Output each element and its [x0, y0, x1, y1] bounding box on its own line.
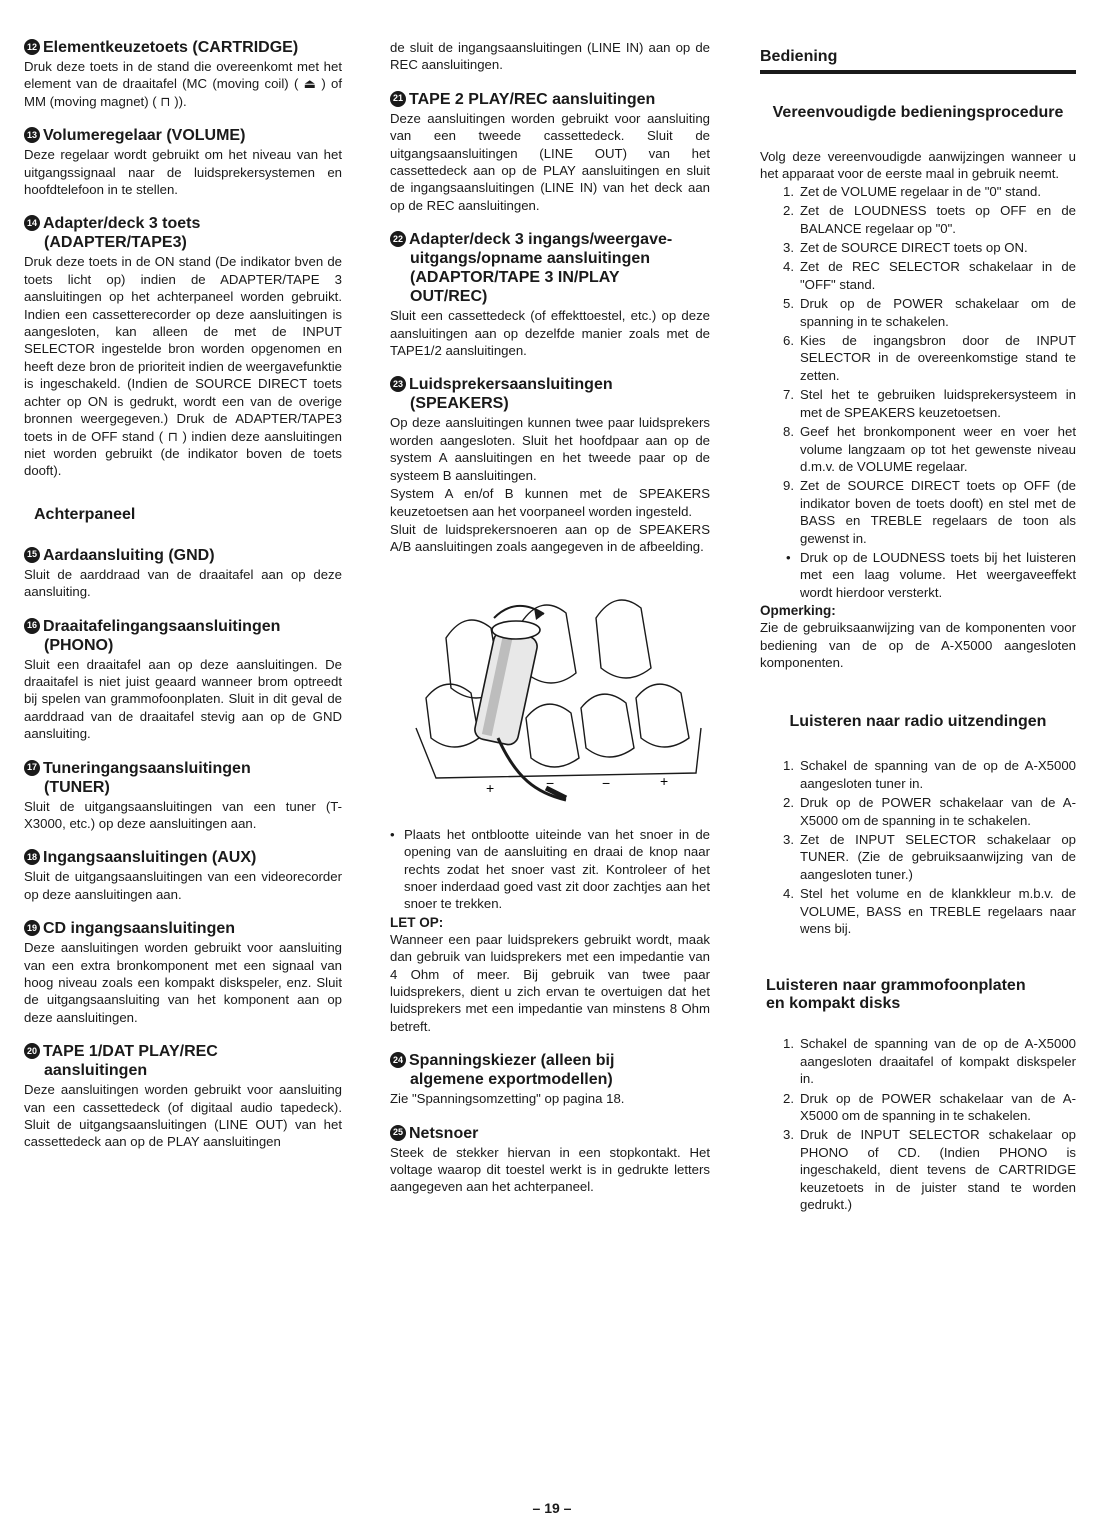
section-heading	[24, 214, 342, 233]
step-item	[760, 295, 1076, 330]
terminal-post-outline	[426, 684, 479, 747]
speaker-terminal-illustration	[406, 578, 706, 808]
item-number-badge: 12	[24, 39, 40, 55]
step-text: Stel het te gebruiken luidsprekersysteem in met de SPEAKERS keuzetoetsen.	[800, 387, 1076, 420]
note-label: Opmerking:	[760, 603, 836, 619]
step-text: Kies de ingangsbron door de INPUT SELECTOR in de overeenkomstige stand te zetten.	[800, 333, 1076, 383]
section-body-1: Op deze aansluitingen kunnen twee paar luidsprekers worden aangesloten. Sluit het hoofdpaar aan op de system A aansluitingen en het tweede paar op de systeem B aansluitingen.	[390, 415, 710, 483]
note-text: Zie de gebruiksaanwijzing van de komponenten voor bediening van de op de A-X5000 aangesloten komponenten.	[760, 620, 1076, 670]
column-right	[760, 38, 1076, 1216]
step-number: 7.	[783, 387, 794, 403]
step-item	[760, 1035, 1076, 1087]
heading-text-line2: aansluitingen	[44, 1062, 148, 1080]
section-speakers	[390, 375, 710, 555]
step-text: Zet de INPUT SELECTOR schakelaar op TUNER. (Zie de gebruiksaanwijzing van de aangesloten tuner.)	[800, 832, 1076, 882]
item-number-badge: 13	[24, 127, 40, 143]
item-number-badge: 25	[390, 1125, 406, 1141]
section-power-cord	[390, 1124, 710, 1196]
step-item	[760, 386, 1076, 421]
heading-text-line2: (TUNER)	[44, 778, 110, 796]
step-text: Geef het bronkomponent weer en voer het volume langzaam op tot het gewenste niveau d.m.v. de VOLUME regelaar.	[800, 424, 1076, 474]
column-middle	[390, 38, 710, 1212]
heading-text: Adapter/deck 3 ingangs/weergave-	[409, 231, 673, 249]
step-text: Schakel de spanning van de op de A-X5000 aangesloten tuner in.	[800, 758, 1076, 791]
item-number-badge: 17	[24, 760, 40, 776]
arrow-head-icon	[534, 608, 544, 620]
section-body: Zie "Spanningsomzetting" op pagina 18.	[390, 1091, 625, 1107]
step-item	[760, 831, 1076, 883]
column-left	[24, 38, 342, 1167]
section-cd	[24, 919, 342, 1026]
step-item	[760, 885, 1076, 937]
step-number: 3.	[783, 832, 794, 847]
page-number: – 19 –	[532, 1500, 572, 1516]
section-phono	[24, 617, 342, 743]
radio-section-title: Luisteren naar radio uitzendingen	[789, 713, 1047, 731]
step-number: 4.	[783, 259, 794, 275]
heading-text: Elementkeuzetoets (CARTRIDGE)	[43, 39, 299, 56]
section-heading	[24, 38, 342, 57]
section-body: Druk deze toets in de ON stand (De indikator bven de toets licht op) indien de ADAPTER/TAPE 3 aansluitingen op het achterpaneel worden gebruikt. Indien een cassetterecorder op deze aansluitingen is aangesloten, kan alleen de met de INPUT SELECTOR ingestelde bron worden opgenomen en heeft deze bron de prioriteit indien de weergavefunktie is ingeschakeld. (Indien de SOURCE DIRECT toets achter op ON is gedrukt, wordt een van de overige bronnen weergegeven.) Druk de ADAPTER/TAPE3 toets in de OFF stand ( ⊓ ) indien deze aansluitingen niet worden gebruikt (de indikator boven de toets dooft).	[24, 254, 342, 479]
heading-text-line2: (ADAPTER/TAPE3)	[44, 234, 187, 252]
terminal-post-outline	[596, 600, 651, 678]
step-text: Zet de VOLUME regelaar in de "0" stand.	[800, 183, 1042, 199]
section-heading	[24, 126, 342, 145]
item-number-badge: 16	[24, 618, 40, 634]
section-body: Deze aansluitingen worden gebruikt voor aansluiting van een tweede cassettedeck. Sluit de uitgangsaansluitingen (LINE OUT) van het cassettedeck aan op de PLAY aansluitingen en sluit de ingangsaansluitingen (LINE IN) van het deck aan op de REC aansluitingen.	[390, 110, 710, 213]
section-body: Sluit de uitgangsaansluitingen van een tuner (T-X3000, etc.) op deze aansluitingen aan.	[24, 798, 342, 831]
heading-text: Draaitafelingangsaansluitingen	[43, 617, 281, 635]
achterpaneel-heading: Achterpaneel	[34, 505, 136, 523]
section-heading	[390, 230, 710, 249]
step-number: 5.	[783, 296, 794, 312]
section-heading	[24, 848, 342, 867]
step-text: Zet de REC SELECTOR schakelaar in de "OFF" stand.	[800, 259, 1076, 292]
section-heading	[390, 375, 710, 394]
step-number: 6.	[783, 333, 794, 349]
step-item	[760, 477, 1076, 547]
step-number: 2.	[783, 203, 794, 219]
step-text: Zet de SOURCE DIRECT toets op ON.	[800, 240, 1028, 256]
step-text: Zet de LOUDNESS toets op OFF en de BALANCE regelaar op "0".	[800, 203, 1076, 236]
step-number: 3.	[783, 240, 794, 256]
section-body: Sluit een draaitafel aan op deze aansluitingen. De draaitafel is niet juist geaard wanneer brom optreedt bij spelen van grammofoonplaten. Sluit in dit geval de aarddraad van de draaitafel stevig aan op de GND aansluiting.	[24, 656, 342, 742]
heading-text: Netsnoer	[409, 1124, 479, 1142]
item-number-badge: 14	[24, 215, 40, 231]
phono-title-line2: en kompakt disks	[766, 995, 901, 1013]
step-number: 8.	[783, 424, 794, 440]
section-body: Sluit de uitgangsaansluitingen van een videorecorder op deze aansluitingen aan.	[24, 869, 342, 902]
polarity-label: −	[602, 774, 611, 791]
section-body: Sluit de aarddraad van de draaitafel aan op deze aansluiting.	[24, 566, 342, 600]
step-item	[760, 183, 1076, 200]
step-item	[760, 794, 1076, 829]
warning-text: Wanneer een paar luidsprekers gebruikt wordt, maak dan gebruik van luidsprekers met een impedantie van 4 Ohm of meer. Bij gebruik van twee paar luidsprekers, dient u zich ervan te overtuigen dat het luidsprekers met een impedantie van minstens 8 Ohm betreft.	[390, 931, 710, 1034]
step-text: Schakel de spanning van de op de A-X5000 aangesloten draaitafel of kompakt diskspeler in.	[800, 1036, 1076, 1087]
step-number: 3.	[783, 1127, 794, 1143]
polarity-label: −	[546, 774, 555, 791]
continued-text: de sluit de ingangsaansluitingen (LINE IN) aan op de REC aansluitingen.	[390, 40, 710, 73]
heading-text: Ingangsaansluitingen (AUX)	[43, 849, 257, 867]
heading-text-line3: (ADAPTOR/TAPE 3 IN/PLAY	[410, 269, 620, 287]
item-number-badge: 19	[24, 920, 40, 936]
section-body: Steek de stekker hiervan in een stopkontakt. Het voltage waarop dit toestel werkt is in gedrukte letters aangegeven aan het achterpaneel.	[390, 1144, 710, 1195]
polarity-label: +	[660, 772, 669, 789]
step-item	[760, 332, 1076, 384]
section-body: Sluit een cassettedeck (of effekttoestel, etc.) op deze aansluitingen aan op dezelfde manier zoals met de TAPE1/2 aansluitingen.	[390, 308, 710, 359]
simplified-steps-list	[760, 183, 1076, 547]
step-item	[760, 258, 1076, 293]
bediening-header	[760, 48, 1076, 74]
step-text: Druk op de POWER schakelaar om de spanning in te schakelen.	[800, 296, 1076, 329]
step-text: Druk op de POWER schakelaar van de A-X5000 om de spanning in te schakelen.	[800, 1090, 1076, 1124]
terminal-post-outline	[526, 704, 579, 767]
terminal-post-outline	[636, 684, 689, 747]
heading-text-line4: OUT/REC)	[410, 288, 488, 306]
section-volume	[24, 126, 342, 198]
section-adapter-connections	[390, 230, 710, 359]
phono-steps-list	[760, 1035, 1076, 1213]
bullet-text: Plaats het ontblootte uiteinde van het snoer in de opening van de aansluiting en draai de knop naar rechts zodat het snoer vast zit. Kontroleer of het snoer inderdaad goed vast zit door zachtjes aan het snoer te trekken.	[404, 826, 710, 912]
section-adapter-tape3	[24, 214, 342, 479]
section-heading	[24, 546, 342, 565]
item-number-badge: 22	[390, 231, 406, 247]
warning-label: LET OP:	[390, 914, 444, 930]
step-item	[760, 1126, 1076, 1213]
simplified-procedure-title: Vereenvoudigde bedieningsprocedure	[772, 104, 1064, 121]
section-heading	[24, 617, 342, 636]
heading-text-line2: uitgangs/opname aansluitingen	[410, 250, 651, 268]
polarity-label: +	[486, 779, 495, 796]
section-gnd	[24, 546, 342, 601]
item-number-badge: 18	[24, 849, 40, 865]
section-heading	[24, 759, 342, 778]
section-body-3: Sluit de luidsprekersnoeren aan op de SPEAKERS A/B aansluitingen zoals aangegeven in de afbeelding.	[390, 521, 710, 555]
section-tape2	[390, 90, 710, 214]
item-number-badge: 20	[24, 1043, 40, 1059]
terminal-base-outline	[416, 728, 701, 778]
heading-text: TAPE 2 PLAY/REC aansluitingen	[409, 90, 656, 108]
section-cartridge	[24, 38, 342, 110]
step-number: 4.	[783, 886, 794, 902]
heading-text-line2: (PHONO)	[44, 636, 114, 654]
item-number-badge: 24	[390, 1052, 406, 1068]
section-aux	[24, 848, 342, 903]
phono-title-line1: Luisteren naar grammofoonplaten	[766, 977, 1026, 995]
step-item	[760, 202, 1076, 237]
terminal-post-outline	[581, 694, 634, 757]
step-item	[760, 757, 1076, 792]
section-body: Deze aansluitingen worden gebruikt voor aansluiting van een extra bronkomponent met een signaal van hoog niveau zoals een kompakt diskspeler, enz. Sluit de uitgangsaansluiting van het komponent aan op deze aansluitingen.	[24, 940, 342, 1025]
step-text: Stel het volume en de klankkleur m.b.v. de VOLUME, BASS en TREBLE regelaars naar wens bij.	[800, 886, 1076, 937]
heading-text: Adapter/deck 3 toets	[43, 215, 201, 233]
heading-text: Luidsprekersaansluitingen	[409, 376, 613, 394]
step-number: 2.	[783, 1090, 794, 1106]
heading-text: Spanningskiezer (alleen bij	[409, 1052, 615, 1070]
bullet-text: Druk op de LOUDNESS toets bij het luisteren met een laag volume. Het weergaveeffekt wordt hierdoor versterkt.	[800, 549, 1076, 600]
step-number: 1.	[783, 1036, 794, 1052]
loudness-tip: • Druk op de LOUDNESS toets bij het luisteren met een laag volume. Het weergaveeffekt wordt hierdoor versterkt.	[786, 549, 1076, 600]
heading-text: Aardaansluiting (GND)	[43, 546, 215, 564]
section-heading	[390, 1124, 710, 1143]
terminal-knob	[473, 621, 540, 746]
item-number-badge: 15	[24, 547, 40, 563]
section-tape1	[24, 1042, 342, 1151]
section-heading	[390, 1051, 710, 1070]
step-number: 9.	[783, 478, 794, 494]
step-item	[760, 1090, 1076, 1125]
section-heading	[24, 1042, 342, 1061]
wire-instruction: • Plaats het ontblootte uiteinde van het snoer in de opening van de aansluiting en draai de knop naar rechts zodat het snoer vast zit. Kontroleer of het snoer inderdaad goed vast zit door zachtjes aan het snoer te trekken.	[390, 826, 710, 912]
heading-text-line2: (SPEAKERS)	[410, 395, 509, 413]
step-text: Zet de SOURCE DIRECT toets op OFF (de indikator boven de toets dooft) en stel met de BASS en TREBLE regelaars de toon als gewenst in.	[800, 478, 1076, 546]
section-body: Druk deze toets in de stand die overeenkomt met het element van de draaitafel (MC (moving coil) ( ⏏ ) of MM (moving magnet) ( ⊓ )).	[24, 59, 342, 109]
step-text: Druk op de POWER schakelaar van de A-X5000 om de spanning in te schakelen.	[800, 795, 1076, 828]
step-item	[760, 423, 1076, 475]
heading-text: TAPE 1/DAT PLAY/REC	[43, 1043, 218, 1061]
item-number-badge: 23	[390, 376, 406, 392]
section-body: Deze regelaar wordt gebruikt om het niveau van het uitgangssignaal naar de luidsprekersystemen en hoofdtelefoon in te stellen.	[24, 147, 342, 198]
step-number: 1.	[783, 758, 794, 774]
phono-section-title	[760, 977, 1076, 1013]
heading-text: Tuneringangsaansluitingen	[43, 759, 251, 777]
intro-text: Volg deze vereenvoudigde aanwijzingen wanneer u het apparaat voor de eerste maal in gebruik neemt.	[760, 149, 1076, 182]
section-tuner	[24, 759, 342, 833]
step-item	[760, 239, 1076, 256]
section-body-2: System A en/of B kunnen met de SPEAKERS keuzetoetsen aan het voorpaneel worden ingesteld.	[390, 486, 710, 519]
heading-text-line2: algemene exportmodellen)	[410, 1071, 613, 1089]
heading-text: CD ingangsaansluitingen	[43, 920, 236, 938]
heading-text: Volumeregelaar (VOLUME)	[43, 127, 246, 145]
radio-steps-list	[760, 757, 1076, 937]
step-number: 1.	[783, 183, 794, 199]
item-number-badge: 21	[390, 91, 406, 107]
section-body: Deze aansluitingen worden gebruikt voor aansluiting van een cassettedeck (of digitaal audio tapedeck). Sluit de uitgangsaansluitingen (LINE OUT) van het cassettedeck aan op de PLAY aansluitingen	[24, 1082, 342, 1150]
step-text: Druk de INPUT SELECTOR schakelaar op PHONO of CD. (Indien PHONO is ingeschakeld, dient tevens de CARTRIDGE keuzetoets in de juister stand te worden gedrukt.)	[800, 1127, 1076, 1213]
bediening-title: Bediening	[760, 48, 838, 65]
section-voltage-selector	[390, 1051, 710, 1107]
section-heading	[390, 90, 710, 109]
section-heading	[24, 919, 342, 938]
step-number: 2.	[783, 795, 794, 811]
